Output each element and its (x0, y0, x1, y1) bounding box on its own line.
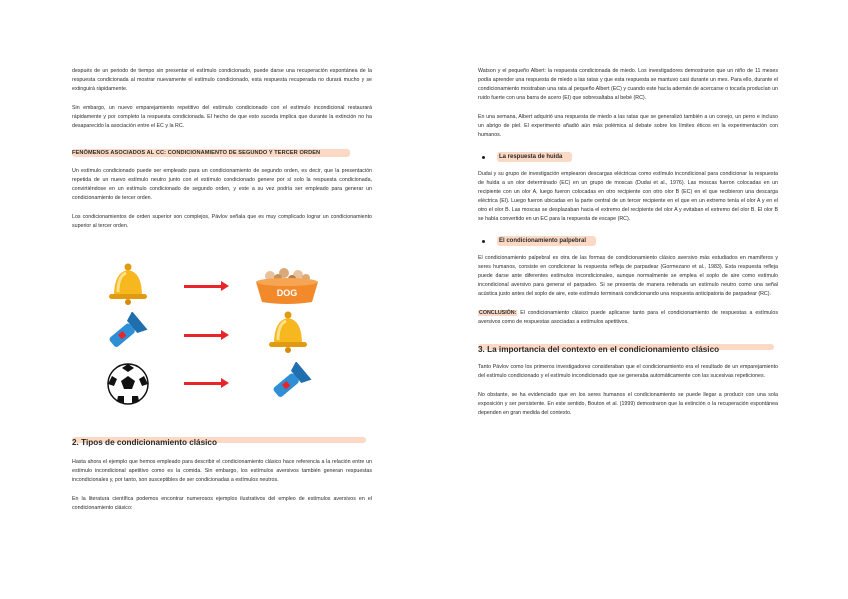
flashlight-icon (268, 362, 312, 402)
arrow-icon (184, 334, 222, 337)
paragraph-albert-generalizacion: En una semana, Albert adquirió una respuesta de miedo a las ratas que se generalizó también a un conejo, un perro e incluso un abrigo de piel. El experimento añadió aún más polémica al debate sobre los límites éticos en la experimentación con humanos. (478, 114, 778, 138)
bell-icon (104, 262, 152, 306)
right-column (478, 67, 778, 418)
bullet-label: El condicionamiento palpebral (497, 236, 596, 246)
flashlight-icon (104, 312, 148, 352)
section-heading-contexto (478, 339, 778, 354)
left-column-lower (72, 432, 372, 513)
paragraph-hasta-ahora: Hasta ahora el ejemplo que hemos empleado para describir el condicionamiento clásico hace referencia a la relación entre un estímulo incondicional apetitivo como es la comida. Sin embargo, los estímulos aversivos también generan respuestas incondicionales y, por tanto, son susceptibles de ser condicionadas a estímulos neutros. (72, 459, 372, 483)
bell-icon (264, 310, 312, 354)
paragraph-emparejamiento: Sin embargo, un nuevo emparejamiento repetitivo del estímulo condicionado con el estímulo incondicional restaurará rápidamente y por completo la respuesta condicionada. El hecho de que esto suceda implica que durante la extinción no ha desaparecido la asociación entre el EC y la RC. (72, 105, 372, 129)
conditioning-illustration (100, 262, 340, 412)
paragraph-recuperacion: después de un periodo de tiempo sin presentar el estímulo condicionado, puede darse una recuperación espontánea de la respuesta condicionada al mostrar nuevamente el estímulo condicionado, esta respuesta recuperada no durará mucho y se extinguirá rápidamente. (72, 68, 372, 92)
paragraph-palpebral: El condicionamiento palpebral es otra de las formas de condicionamiento clásico aversivo más estudiados en mamíferos y seres humanos, consiste en condicionar la respuesta refleja de parpadear (Gormezano et al., 1983). Esta respuesta refleja puede darse ante diferentes estímulos incondicionales, aunque normalmente se emplea el soplo de aire como estímulo incondicional aversivo para generar el parpadeo. Si se presenta de manera reiterada un estímulo neutro como una señal acústica justo antes del soplo de aire, este estímulo terminará condicionando una respuesta anticipatoria de parpadear (RC). (478, 255, 778, 297)
paragraph-pavlov: Tanto Pávlov como los primeros investigadores consideraban que el condicionamiento era el resultado de un emparejamiento del estímulo condicionado y el estímulo incondicionado que se generaba automáticamente con las sucesivas repeticiones. (478, 364, 778, 379)
conclusion-label: CONCLUSIÓN: (479, 310, 517, 316)
section-heading-tipos (72, 432, 372, 447)
paragraph-bouton: No obstante, se ha evidenciado que en los seres humanos el condicionamiento se puede llegar a producir con una sola exposición y ser persistente. En este sentido, Bouton et al. (1999) demostraron que la extinción o la recuperación espontánea dependen en gran medida del contexto. (478, 392, 778, 416)
section-heading-fenomenos (72, 141, 372, 159)
right-page (424, 0, 848, 599)
heading-fenomenos: FENÓMENOS ASOCIADOS AL CC: CONDICIONAMIENTO DE SEGUNDO Y TERCER ORDEN (72, 149, 350, 157)
heading-contexto: 3. La importancia del contexto en el condicionamiento clásico (478, 345, 720, 354)
bullet-dot (482, 156, 485, 159)
arrow-icon (184, 382, 222, 385)
arrow-icon (184, 285, 222, 288)
conclusion-text: El condicionamiento clásico puede aplicarse tanto para el condicionamiento de respuestas a estímulos aversivos como de respuestas asociadas a estímulos apetitivos. (478, 310, 778, 325)
bullet-dot (482, 240, 485, 243)
soccer-ball-icon (106, 362, 150, 406)
dog-bowl-icon (252, 264, 322, 306)
paragraph-literatura: En la literatura científica podemos encontrar numerosos ejemplos ilustrativos del empleo de estímulos aversivos en el condicionamiento clásico: (72, 496, 372, 511)
dog-bowl-label: DOG (276, 288, 298, 298)
paragraph-orden-superior: Los condicionamientos de orden superior son complejos, Pávlov señala que es muy complicado lograr un condicionamiento superior al tercer orden. (72, 214, 372, 229)
paragraph-watson-albert: Watson y el pequeño Albert: la respuesta condicionada de miedo. Los investigadores demostraron que un niño de 11 meses podía aprender una respuesta de miedo a las ratas y que esta respuesta se mantuvo casi durante un mes. Para ello, durante el condicionamiento mostraban una rata al pequeño Albert (EC) y cuando este hacía ademán de acercarse o tocarla producían un ruido fuerte con una barra de acero (EI) que sobresaltaba al bebé (RC). (478, 68, 778, 101)
left-column (72, 67, 372, 231)
paragraph-segundo-orden: Un estímulo condicionado puede ser empleado para un condicionamiento de segundo orden, es decir, que la presentación repetida de un nuevo estímulo neutro junto con el estímulo condicionado genere por sí solo la respuesta condicionada, convirtiéndose en un estímulo condicionado de segundo orden, y este a su vez podría ser empleado para generar un condicionamiento de tercer orden. (72, 168, 372, 201)
bullet-palpebral (478, 236, 778, 246)
paragraph-dudai: Dudai y su grupo de investigación emplearon descargas eléctricas como estímulo incondicional para condicionar la respuesta de huida a un olor determinado (EC) en un grupo de moscas (Dudai et al., 1976). Las moscas fueron colocadas en un recipiente con un olor A, luego fueron colocadas en otro recipiente con otro olor B (EC) en el que recibieron una descarga eléctrica (EI). Luego fueron ubicadas en la parte central de un tercer recipiente en el que en un extremo tenía el olor A y en el otro el olor B. Las moscas se desplazaban hacia el extremo del recipiente del olor A y evitaban el extremo del olor B. El olor B se había convertido en un EC para la respuesta de escape (RC). (478, 171, 778, 222)
heading-tipos: 2. Tipos de condicionamiento clásico (72, 438, 217, 447)
paragraph-conclusion (478, 309, 778, 327)
bullet-label: La respuesta de huida (497, 152, 572, 162)
bullet-respuesta-huida (478, 152, 778, 162)
